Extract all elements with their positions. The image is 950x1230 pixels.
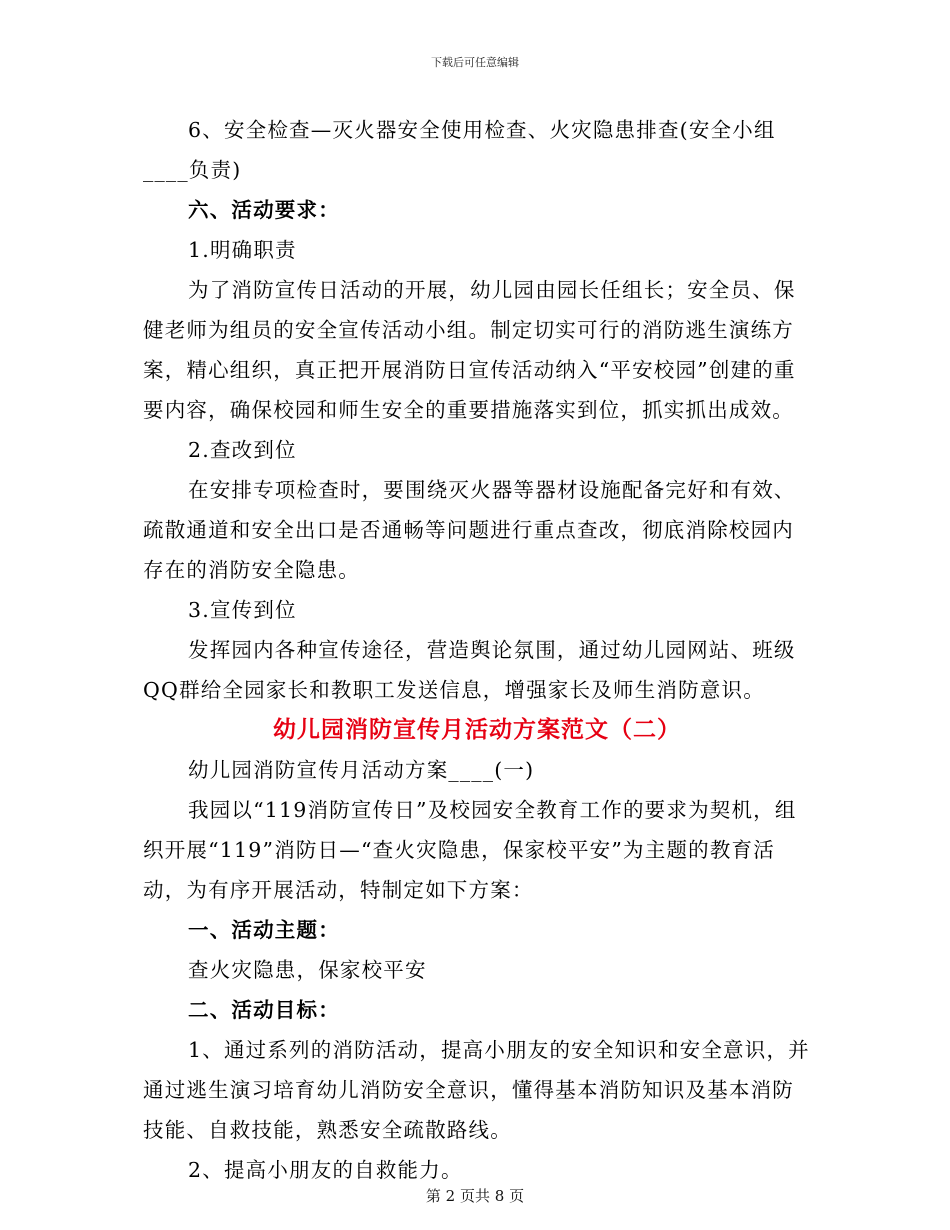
subheading-responsibility: 1.明确职责 <box>188 238 297 262</box>
paragraph-inspection: 在安排专项检查时，要围绕灭火器等器材设施配备完好和有效、疏散通道和安全出口是否通畅等问题进行重点查改，彻底消除校园内存在的消防安全隐患。 <box>143 478 796 582</box>
plan-subtitle: 幼儿园消防宣传月活动方案____(一) <box>188 758 535 782</box>
document-body <box>143 110 811 1190</box>
paragraph-intro: 我园以“119消防宣传日”及校园安全教育工作的要求为契机，组织开展“119”消防日—“查火灾隐患，保家校平安”为主题的教育活动，为有序开展活动，特制定如下方案： <box>143 798 797 902</box>
paragraph-publicity: 发挥园内各种宣传途径，营造舆论氛围，通过幼儿园网站、班级QQ群给全园家长和教职工发送信息，增强家长及师生消防意识。 <box>143 638 796 702</box>
document-title: 幼儿园消防宣传月活动方案范文（二） <box>273 717 681 743</box>
paragraph-safety-check: 6、安全检查—灭火器安全使用检查、火灾隐患排查(安全小组____负责) <box>143 118 776 182</box>
paragraph-goal-1: 1、通过系列的消防活动，提高小朋友的安全知识和安全意识，并通过逃生演习培育幼儿消防安全意识，懂得基本消防知识及基本消防技能、自救技能，熟悉安全疏散路线。 <box>143 1038 810 1142</box>
page-footer: 第 2 页共 8 页 <box>425 1187 525 1205</box>
paragraph-theme: 查火灾隐患，保家校平安 <box>188 958 427 982</box>
section-heading-theme: 一、活动主题： <box>188 918 340 942</box>
section-heading-requirements: 六、活动要求： <box>188 198 340 222</box>
page-header: 下载后可任意编辑 <box>431 56 519 69</box>
section-heading-goals: 二、活动目标： <box>188 998 340 1022</box>
subheading-inspection: 2.查改到位 <box>188 438 297 462</box>
paragraph-responsibility: 为了消防宣传日活动的开展，幼儿园由园长任组长；安全员、保健老师为组员的安全宣传活动小组。制定切实可行的消防逃生演练方案，精心组织，真正把开展消防日宣传活动纳入“平安校园”创建的重要内容，确保校园和师生安全的重要措施落实到位，抓实抓出成效。 <box>143 278 796 422</box>
paragraph-goal-2: 2、提高小朋友的自救能力。 <box>188 1158 463 1182</box>
subheading-publicity: 3.宣传到位 <box>188 598 297 622</box>
